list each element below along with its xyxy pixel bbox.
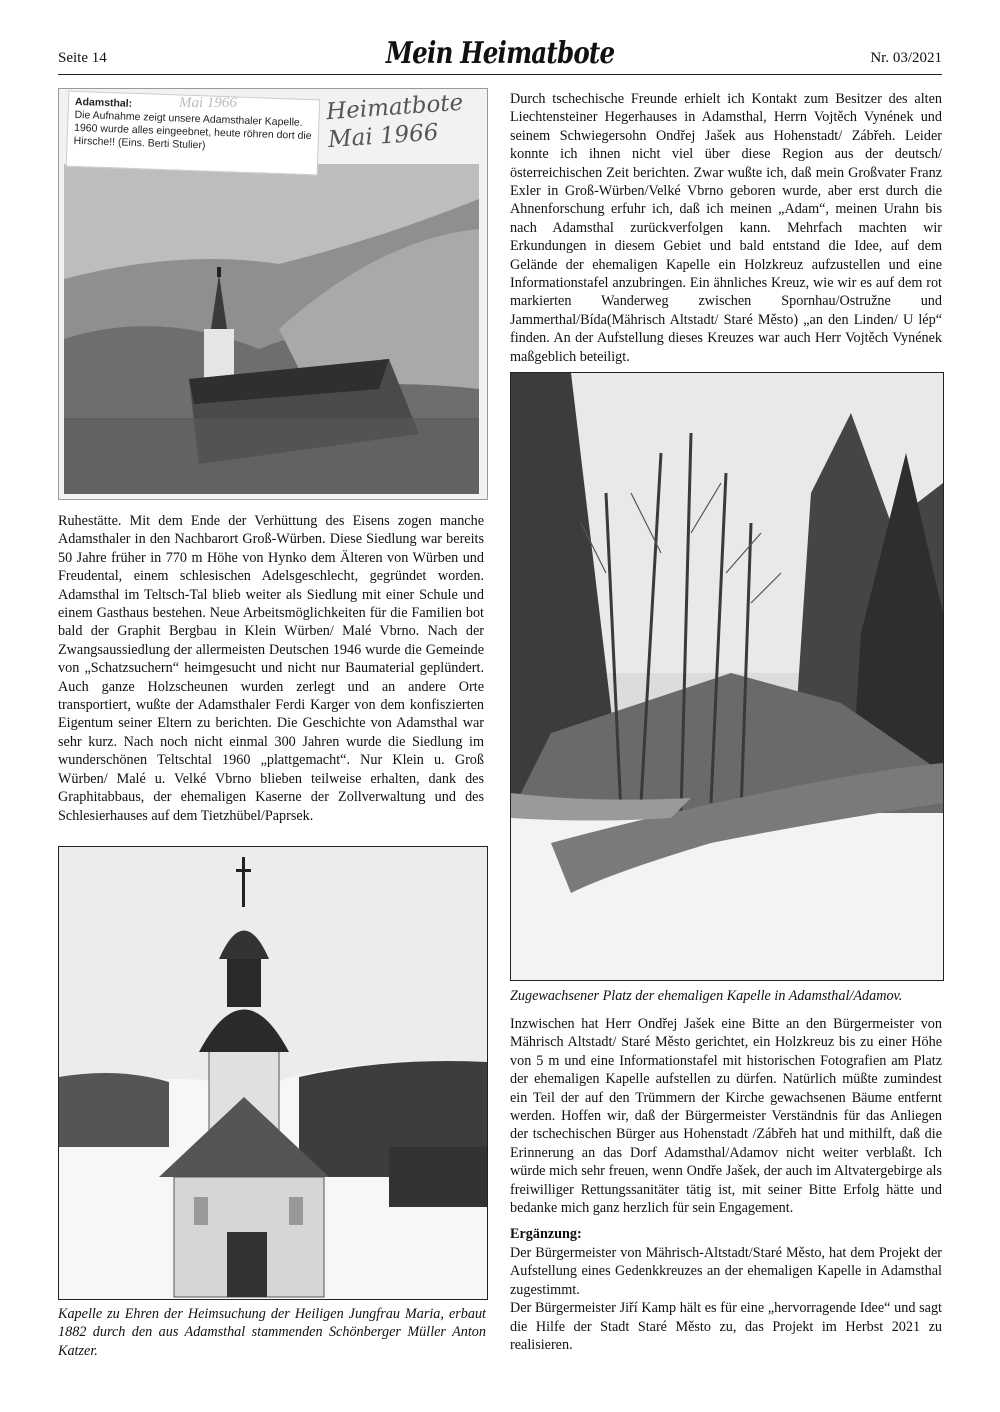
handwritten-line-1: Heimatbote bbox=[325, 89, 464, 126]
supplement-paragraph-1: Der Bürgermeister von Mährisch-Altstadt/Staré Město, hat dem Projekt der Aufstellung eines Gedenkkreuzes an der ehemaligen Kapelle in Adamsthal zugestimmt. bbox=[510, 1244, 942, 1298]
page-number: Seite 14 bbox=[58, 50, 107, 66]
photo-chapel-winter bbox=[58, 846, 488, 1300]
paragraph: Durch tschechische Freunde erhielt ich Kontakt zum Besitzer des alten Liechtensteiner Hegerhauses in Adamsthal, Herrn Vojtěch Vynének und seinem Schwiegersohn Ondřej Jašek aus Hohenstadt/ Zábřeh. Leider konnte ich ihnen nicht viel über diese Region aus der deutsch/österreichischen Zeit berichten. Zwar wußte ich, daß mein Großvater Franz Exler in Groß-Würben/Velké Vbrno geboren wurde, aber erst durch die Ahnenforschung erfuhr ich, daß ich meinen „Adam“, meinen Urahn bis nach Adamsthal zurückverfolgen kann. Mehrfach machten wir Erkundungen in diesem Gebiet und bald entstand die Idee, auf dem Gelände der ehemaligen Kapelle ein Holzkreuz aufzustellen und eine Informationstafel anzubringen. Ein ähnliches Kreuz, wie wir es auf dem rot markierten Wanderweg zwischen Spornhau/Ostružne und Jammerthal/Bída(Mährisch Altstadt/ Staré Město) „an den Linden/ U lép“ finden. An der Aufstellung dieses Kreuzes war auch Herr Vojtěch Vynének maßgeblich beteiligt. bbox=[510, 91, 942, 365]
handwritten-line-2: Mai 1966 bbox=[327, 119, 440, 154]
caption-overgrown-site: Zugewachsener Platz der ehemaligen Kapelle in Adamsthal/Adamov. bbox=[510, 988, 903, 1004]
article-column-right-bottom bbox=[510, 1015, 942, 1354]
masthead-logo: Mein Heimatbote bbox=[385, 36, 615, 71]
photo-overgrown-site bbox=[510, 372, 944, 981]
article-column-left bbox=[58, 512, 484, 825]
article-column-right-top bbox=[510, 90, 942, 366]
photo-chapel-image bbox=[59, 847, 487, 1299]
caption-chapel-winter: Kapelle zu Ehren der Heimsuchung der Heiligen Jungfrau Maria, erbaut 1882 durch den aus Adamsthal stammenden Schönberger Müller Anton Katzer. bbox=[58, 1306, 486, 1359]
supplement-heading: Ergänzung: bbox=[510, 1226, 582, 1243]
page-header bbox=[58, 36, 942, 76]
issue-number: Nr. 03/2021 bbox=[870, 50, 942, 66]
handwritten-note bbox=[325, 88, 479, 154]
faint-pencil-note: Mai 1966 bbox=[179, 95, 237, 111]
photo-old-chapel-clipping bbox=[58, 88, 488, 500]
paragraph: Ruhestätte. Mit dem Ende der Verhüttung des Eisens zogen manche Adamsthaler in den Nachbarort Groß-Würben. Diese Siedlung war bereits 50 Jahre früher in 770 m Höhe von Hynko dem Älteren von Würben und Freudental, einem schlesischen Adelsgeschlecht, gegründet worden. Adamsthal im Teltsch-Tal blieb weiter als Siedlung mit einer Schule und einem Gasthaus bestehen. Neue Arbeitsmöglichkeiten für die Familien bot bald der Graphit Bergbau in Klein Würben/ Malé Vbrno. Nach der Zwangsaussiedlung der allermeisten Deutschen 1946 wurde die Gemeinde von „Schatzsuchern“ heimgesucht und nicht nur Baumaterial geplündert. Auch ganze Holzscheunen wurden zerlegt und an andere Orte transportiert, wußte der Adamsthaler Ferdi Karger von dem konfiszierten Eigentum seiner Eltern zu berichten. Die Geschichte von Adamsthal war sehr kurz. Nach noch nicht einmal 300 Jahren wurde die Siedlung im wunderschönen Teltschtal 1960 „plattgemacht“. Nur Klein u. Groß Würben/ Malé u. Velké Vbrno blieben teilweise erhalten, dank des Graphitabbaus, der ehemaligen Kaserne der Zollverwaltung und des Schlesierhauses auf dem Tietzhübel/Paprsek. bbox=[58, 513, 484, 824]
paragraph: Inzwischen hat Herr Ondřej Jašek eine Bitte an den Bürgermeister von Mährisch Altstadt/ Staré Město gerichtet, ein Holzkreuz bis zu einer Höhe von 5 m und eine Informationstafel mit historischen Fotografien am Platz der ehemaligen Kapelle aufstellen zu dürfen. Natürlich müßte zumindest ein Teil der auf den Trümmern der Kirche gewachsenen Bäume entfernt werden. Hoffen wir, daß der Bürgermeister Verständnis für das Anliegen der tschechischen Bürger aus Hohenstadt /Zábřeh hat und mithilft, daß die Erinnerung an das Dorf Adamsthal/Adamov nicht weiter verblaßt. Ich würde mich sehr freuen, wenn Ondře Jašek, der auch im Altvatergebirge als freiwilliger Rettungssanitäter tätig ist, mit seiner Bitte Erfolg hätte und bedanke mich ganz herzlich für sein Engagement. bbox=[510, 1016, 942, 1217]
supplement-paragraph-2: Der Bürgermeister Jiří Kamp hält es für eine „hervorragende Idee“ und sagt die Hilfe der Stadt Staré Město zu, das Projekt im Herbst 2021 zu realisieren. bbox=[510, 1300, 942, 1353]
header-rule bbox=[58, 74, 942, 75]
photo-forest-snow-image bbox=[511, 373, 943, 980]
clipping-text: Die Aufnahme zeigt unsere Adamsthaler Kapelle. 1960 wurde alles eingeebnet, heute röhren dort die Hirsche!! (Eins. Berti Stulier) bbox=[73, 108, 312, 152]
clipping-title: Adamsthal: bbox=[74, 95, 133, 110]
